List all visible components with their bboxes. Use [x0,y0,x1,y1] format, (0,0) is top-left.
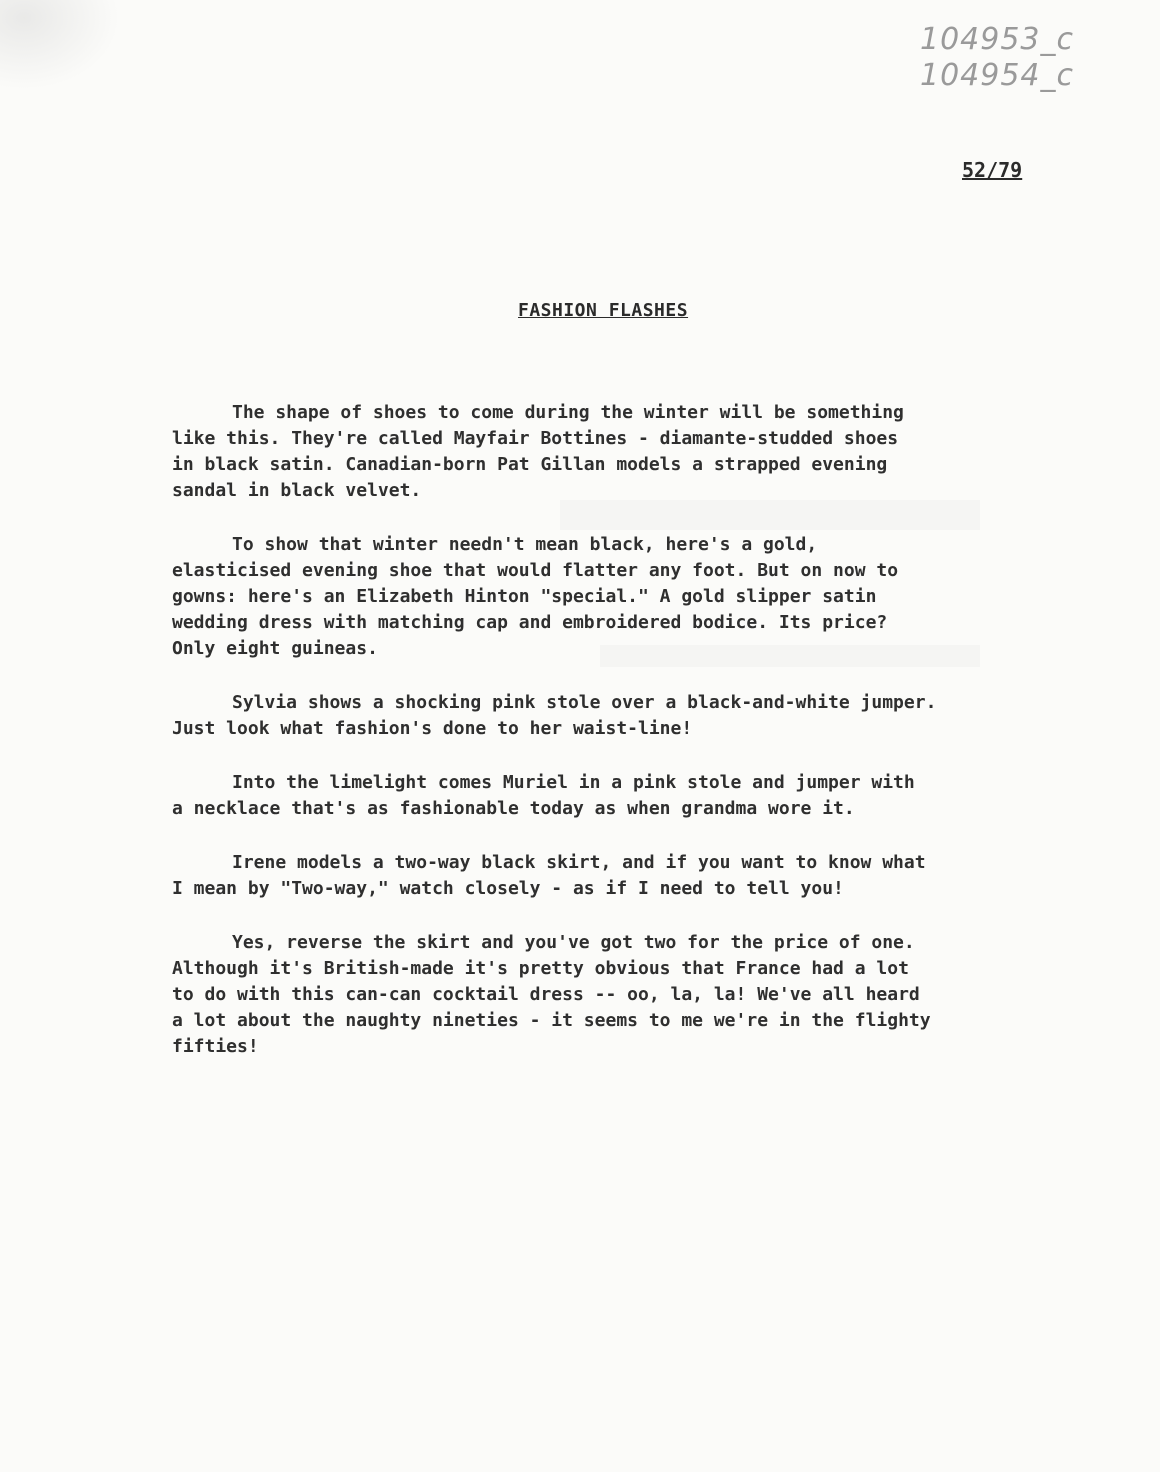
text-line: To show that winter needn't mean black, here's a gold, [232,534,818,555]
paragraph [172,850,1042,902]
paragraph [172,930,1042,1060]
text-line: Sylvia shows a shocking pink stole over a black-and-white jumper. [232,692,937,713]
text-line: elasticised evening shoe that would flatter any foot. But on now to [172,560,899,581]
text-line: to do with this can-can cocktail dress -- oo, la, la! We've all heard [172,984,920,1005]
handwritten-note: 104953_c [920,22,1075,57]
text-line: Into the limelight comes Muriel in a pink stole and jumper with [232,772,915,793]
handwritten-note: 104954_c [920,58,1075,93]
text-line: sandal in black velvet. [172,480,422,501]
text-line: The shape of shoes to come during the winter will be something [232,402,904,423]
page-number: 52/79 [962,158,1023,182]
text-line: a lot about the naughty nineties - it seems to me we're in the flighty [172,1010,931,1031]
text-line: in black satin. Canadian-born Pat Gillan models a strapped evening [172,454,888,475]
paragraph [172,770,1042,822]
text-line: like this. They're called Mayfair Bottines - diamante-studded shoes [172,428,899,449]
text-line: a necklace that's as fashionable today as when grandma wore it. [172,798,855,819]
page-title: FASHION FLASHES [518,300,689,321]
handwritten-catalog-numbers [920,22,1110,94]
text-line: gowns: here's an Elizabeth Hinton "special." A gold slipper satin [172,586,877,607]
text-line: fifties! [172,1036,259,1057]
text-line: Irene models a two-way black skirt, and if you want to know what [232,852,926,873]
paragraph [172,690,1042,742]
text-line: Just look what fashion's done to her waist-line! [172,718,693,739]
paragraph [172,532,1042,662]
paragraph [172,400,1042,504]
text-line: I mean by "Two-way," watch closely - as if I need to tell you! [172,878,844,899]
text-line: Yes, reverse the skirt and you've got two for the price of one. [232,932,915,953]
text-line: Only eight guineas. [172,638,378,659]
text-line: Although it's British-made it's pretty obvious that France had a lot [172,958,909,979]
text-line: wedding dress with matching cap and embroidered bodice. Its price? [172,612,888,633]
body-text [172,400,1042,1088]
